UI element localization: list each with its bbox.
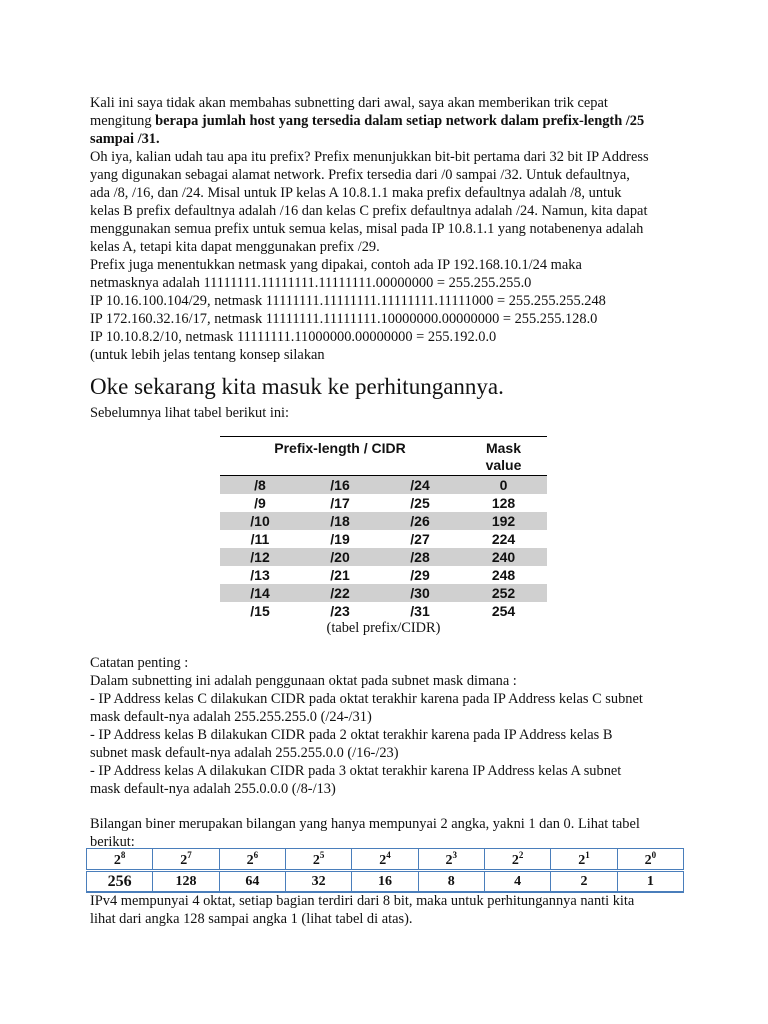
intro-line-1: Kali ini saya tidak akan membahas subnetting dari awal, saya akan memberikan trik cepat (90, 95, 608, 111)
notes-paragraph (90, 654, 690, 798)
power-exponent: 4 (386, 849, 391, 860)
power-exponent: 1 (585, 849, 590, 860)
mask-cell: 248 (491, 567, 516, 583)
power-cell (551, 849, 617, 871)
cidr-cell: /16 (330, 477, 350, 493)
power-exponent: 6 (253, 849, 259, 860)
value-cell: 1 (617, 871, 683, 893)
binary-intro-paragraph (90, 815, 690, 851)
power-base: 2 (379, 852, 387, 868)
notes-line: Catatan penting : (90, 655, 189, 671)
power-base: 2 (113, 852, 121, 868)
prefix-line: Oh iya, kalian udah tau apa itu prefix? Prefix menunjukkan bit-bit pertama dari 32 bit IP Address (90, 149, 649, 165)
cidr-cell: /18 (330, 513, 350, 529)
header-mask-line-2: value (485, 457, 522, 473)
power-cell (219, 849, 285, 871)
power-exponent: 7 (187, 849, 192, 860)
cidr-cell: /19 (330, 531, 350, 547)
mask-cell: 252 (491, 585, 516, 601)
binary-power-row (87, 849, 684, 871)
power-cell (617, 849, 683, 871)
notes-line: subnet mask default-nya adalah 255.255.0.0 (/16-/23) (90, 745, 399, 761)
header-prefix-length: Prefix-length / CIDR (274, 440, 406, 456)
prefix-line: IP 10.10.8.2/10, netmask 11111111.11000000.00000000 = 255.192.0.0 (90, 329, 497, 345)
prefix-line: IP 172.160.32.16/17, netmask 11111111.11111111.10000000.00000000 = 255.255.128.0 (90, 311, 598, 327)
cidr-cell: /12 (250, 549, 270, 565)
cidr-cell: /20 (330, 549, 350, 565)
notes-line: mask default-nya adalah 255.255.255.0 (/24-/31) (90, 709, 372, 725)
intro-line-2-text: mengitung (90, 113, 156, 129)
cidr-row (220, 548, 547, 566)
mask-cell: 192 (491, 513, 516, 529)
value-cell: 64 (219, 871, 285, 893)
outro-line: IPv4 mempunyai 4 oktat, setiap bagian terdiri dari 8 bit, maka untuk perhitungannya nanti kita (90, 893, 635, 909)
notes-line: - IP Address kelas A dilakukan CIDR pada 3 oktat terakhir karena IP Address kelas A subnet (90, 763, 622, 779)
power-base: 2 (180, 852, 188, 868)
cidr-cell: /30 (410, 585, 430, 601)
power-exponent: 3 (452, 849, 458, 860)
notes-line: - IP Address kelas B dilakukan CIDR pada 2 oktat terakhir karena pada IP Address kelas B (90, 727, 613, 743)
binary-value-row (87, 871, 684, 893)
header-mask-value (460, 437, 547, 475)
binary-intro-line: berikut: (90, 834, 135, 850)
power-exponent: 0 (651, 849, 657, 860)
value-cell: 256 (87, 871, 153, 893)
cidr-cell: /9 (254, 495, 266, 511)
mask-cell: 128 (491, 495, 516, 511)
prefix-line: (untuk lebih jelas tentang konsep silakan (90, 347, 325, 363)
cidr-cell: /31 (410, 603, 430, 619)
cidr-cell: /14 (250, 585, 270, 601)
cidr-cell: /17 (330, 495, 350, 511)
power-base: 2 (511, 852, 519, 868)
section-heading: Oke sekarang kita masuk ke perhitungannya. (90, 374, 504, 399)
header-mask-line-1: Mask (485, 440, 522, 456)
outro-line: lihat dari angka 128 sampai angka 1 (lihat tabel di atas). (90, 911, 413, 927)
cidr-cell: /23 (330, 603, 350, 619)
value-cell: 16 (352, 871, 418, 893)
power-base: 2 (246, 852, 254, 868)
cidr-row (220, 476, 547, 494)
cidr-row (220, 512, 547, 530)
power-cell (153, 849, 219, 871)
cidr-table (220, 436, 547, 620)
power-exponent: 2 (518, 849, 524, 860)
intro-line-3-bold: sampai /31. (90, 131, 160, 147)
cidr-row (220, 584, 547, 602)
cidr-table-caption: (tabel prefix/CIDR) (326, 620, 441, 636)
power-base: 2 (578, 852, 586, 868)
prefix-line: ada /8, /16, dan /24. Misal untuk IP kelas A 10.8.1.1 maka prefix defaultnya adalah /8, untuk (90, 185, 622, 201)
intro-line-2 (90, 112, 690, 130)
prefix-line: yang digunakan sebagai alamat network. Prefix tersedia dari /0 sampai /32. Untuk defaultnya, (90, 167, 630, 183)
value-cell: 4 (484, 871, 550, 893)
power-cell (352, 849, 418, 871)
prefix-line: Prefix juga menentukkan netmask yang dipakai, contoh ada IP 192.168.10.1/24 maka (90, 257, 582, 273)
table-intro-text: Sebelumnya lihat tabel berikut ini: (90, 405, 290, 421)
power-exponent: 8 (120, 849, 126, 860)
outro-paragraph (90, 892, 690, 928)
cidr-cell: /27 (410, 531, 430, 547)
mask-cell: 240 (491, 549, 516, 565)
power-cell (285, 849, 351, 871)
cidr-cell: /28 (410, 549, 430, 565)
intro-line-2-bold: berapa jumlah host yang tersedia dalam setiap network dalam prefix-length /25 (155, 113, 645, 129)
power-cell (418, 849, 484, 871)
prefix-line: kelas B prefix defaultnya adalah /16 dan kelas C prefix defaultnya adalah /24. Namun, kita dapat (90, 203, 648, 219)
power-base: 2 (445, 852, 453, 868)
cidr-cell: /26 (410, 513, 430, 529)
mask-cell: 0 (499, 477, 508, 493)
power-base: 2 (644, 852, 652, 868)
cidr-cell: /24 (410, 477, 430, 493)
value-cell: 2 (551, 871, 617, 893)
binary-table (86, 848, 684, 893)
cidr-cell: /21 (330, 567, 350, 583)
cidr-cell: /10 (250, 513, 270, 529)
cidr-cell: /29 (410, 567, 430, 583)
cidr-row (220, 494, 547, 512)
cidr-cell: /13 (250, 567, 270, 583)
prefix-info-paragraph (90, 148, 690, 364)
power-base: 2 (312, 852, 320, 868)
power-cell (484, 849, 550, 871)
cidr-cell: /8 (254, 477, 266, 493)
cidr-cell: /15 (250, 603, 270, 619)
prefix-line: kelas A, tetapi kita dapat menggunakan prefix /29. (90, 239, 380, 255)
intro-paragraph (90, 94, 690, 148)
prefix-line: netmasknya adalah 11111111.11111111.11111111.00000000 = 255.255.255.0 (90, 275, 532, 291)
prefix-line: IP 10.16.100.104/29, netmask 11111111.11111111.11111111.11111000 = 255.255.255.248 (90, 293, 606, 309)
cidr-cell: /22 (330, 585, 350, 601)
cidr-row (220, 602, 547, 620)
power-exponent: 5 (319, 849, 325, 860)
value-cell: 32 (285, 871, 351, 893)
power-cell (87, 849, 153, 871)
table-intro (90, 404, 690, 422)
mask-cell: 254 (491, 603, 516, 619)
cidr-table-header (220, 437, 547, 476)
notes-line: - IP Address kelas C dilakukan CIDR pada oktat terakhir karena pada IP Address kelas C subnet (90, 691, 643, 707)
value-cell: 128 (153, 871, 219, 893)
prefix-line: menggunakan semua prefix untuk semua kelas, misal pada IP 10.8.1.1 yang notabenenya adalah (90, 221, 644, 237)
cidr-cell: /11 (250, 531, 270, 547)
notes-line: Dalam subnetting ini adalah penggunaan oktat pada subnet mask dimana : (90, 673, 517, 689)
value-cell: 8 (418, 871, 484, 893)
binary-intro-line: Bilangan biner merupakan bilangan yang hanya mempunyai 2 angka, yakni 1 dan 0. Lihat tabel (90, 816, 640, 832)
mask-cell: 224 (491, 531, 516, 547)
notes-line: mask default-nya adalah 255.0.0.0 (/8-/13) (90, 781, 336, 797)
cidr-cell: /25 (410, 495, 430, 511)
cidr-row (220, 566, 547, 584)
cidr-row (220, 530, 547, 548)
